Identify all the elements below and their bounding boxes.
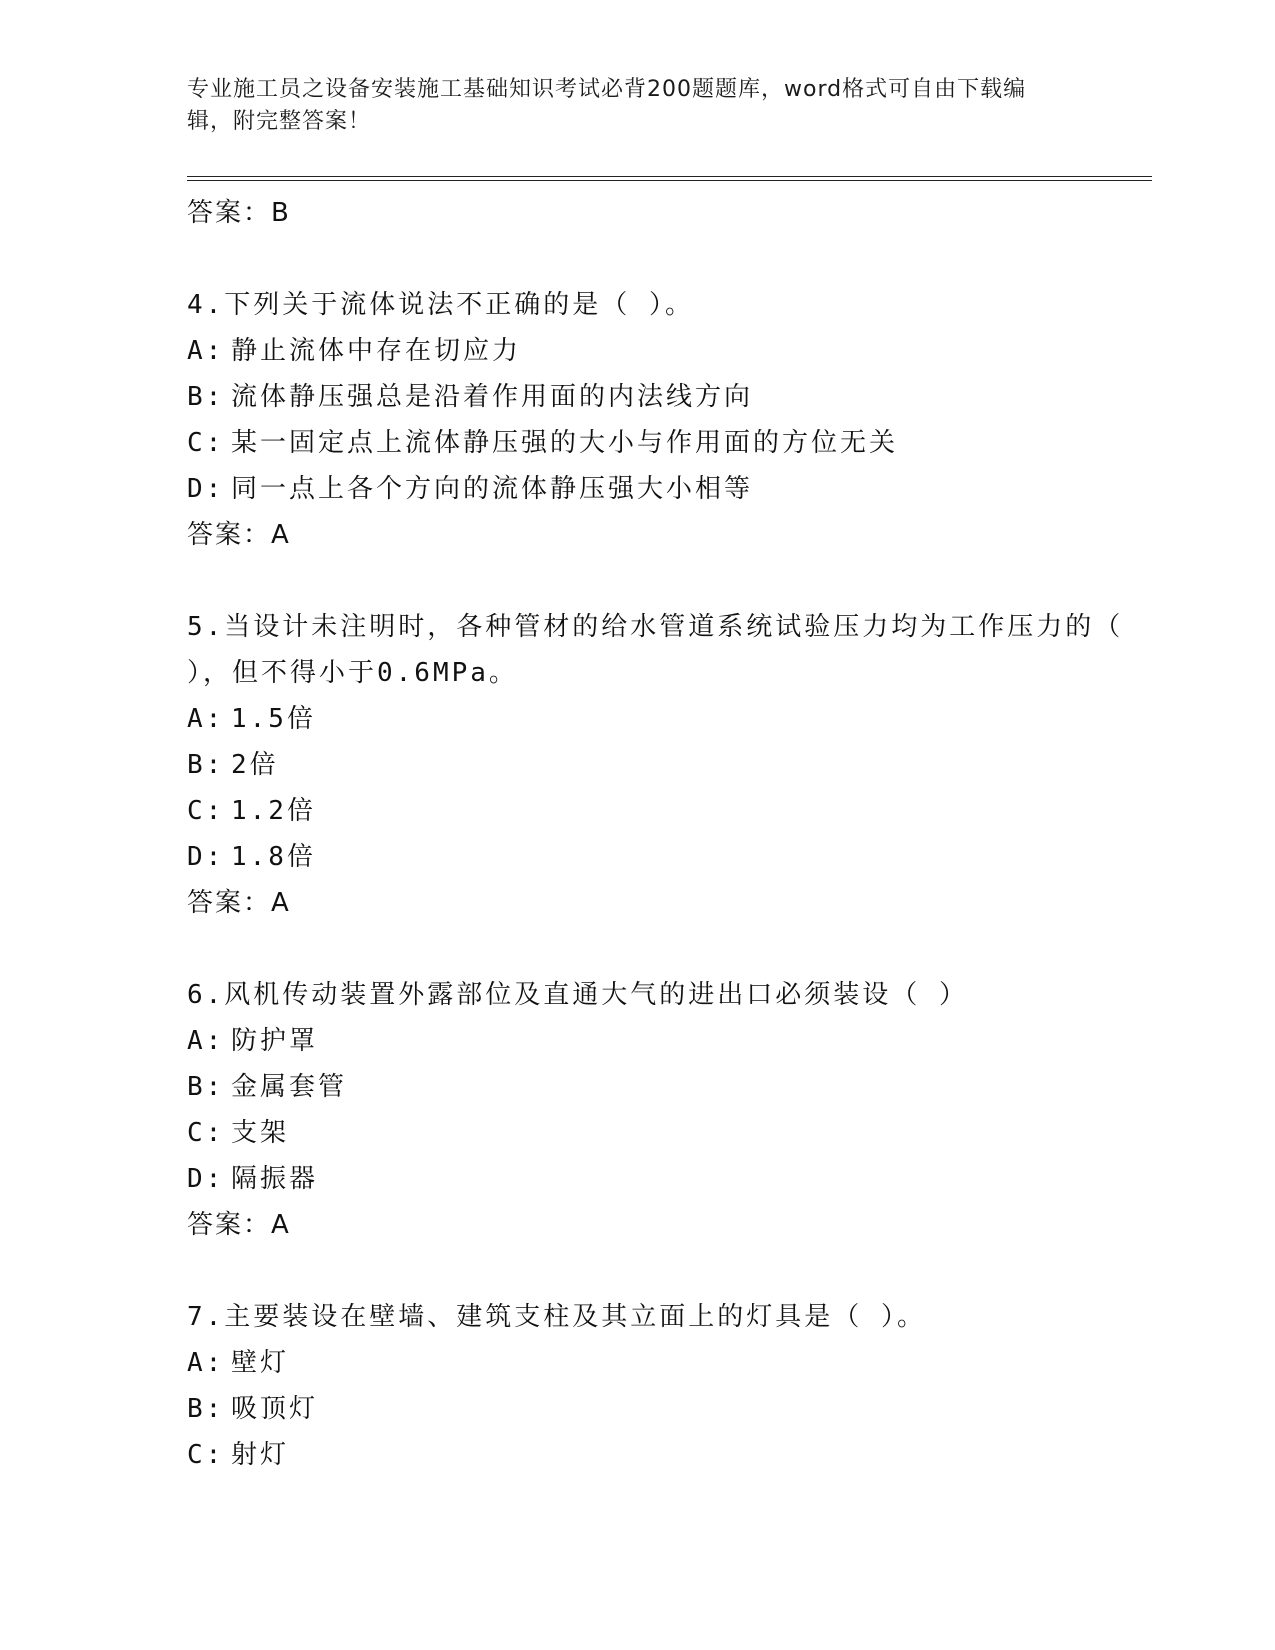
question-block	[187, 282, 1152, 558]
option-letter: C:	[187, 796, 225, 826]
option-d	[187, 834, 1152, 880]
option-letter: D:	[187, 842, 225, 872]
option-b	[187, 1064, 1152, 1110]
option-a	[187, 328, 1152, 374]
option-d	[187, 466, 1152, 512]
question-block	[187, 972, 1152, 1248]
option-text: 吸顶灯	[231, 1394, 319, 1424]
answer-line: 答案：B	[187, 198, 291, 228]
answer-line: 答案：A	[187, 888, 291, 918]
question-text: 5.当设计未注明时，各种管材的给水管道系统试验压力均为工作压力的（ ），但不得小于0.6MPa。	[187, 612, 1124, 688]
option-letter: B:	[187, 750, 225, 780]
option-letter: A:	[187, 1348, 225, 1378]
option-text: 壁灯	[231, 1348, 290, 1378]
option-text: 2倍	[231, 750, 279, 780]
option-letter: D:	[187, 1164, 225, 1194]
option-d	[187, 1156, 1152, 1202]
question-text: 4.下列关于流体说法不正确的是（ ）。	[187, 290, 694, 320]
option-text: 射灯	[231, 1440, 290, 1470]
option-text: 某一固定点上流体静压强的大小与作用面的方位无关	[231, 428, 899, 458]
question-text: 6.风机传动装置外露部位及直通大气的进出口必须装设（ ）	[187, 980, 968, 1010]
question-block	[187, 1294, 1152, 1478]
question-text: 7.主要装设在壁墙、建筑支柱及其立面上的灯具是（ ）。	[187, 1302, 926, 1332]
option-text: 流体静压强总是沿着作用面的内法线方向	[231, 382, 754, 412]
question-block	[187, 604, 1152, 926]
option-text: 1.2倍	[231, 796, 316, 826]
option-letter: A:	[187, 704, 225, 734]
option-b	[187, 742, 1152, 788]
option-c	[187, 1432, 1152, 1478]
option-letter: D:	[187, 474, 225, 504]
option-text: 防护罩	[231, 1026, 319, 1056]
document-page	[187, 0, 1152, 1650]
option-b	[187, 1386, 1152, 1432]
header-divider	[187, 176, 1152, 181]
option-text: 支架	[231, 1118, 290, 1148]
option-c	[187, 788, 1152, 834]
option-text: 金属套管	[231, 1072, 348, 1102]
option-letter: B:	[187, 1394, 225, 1424]
option-letter: C:	[187, 1440, 225, 1470]
option-c	[187, 1110, 1152, 1156]
option-text: 1.5倍	[231, 704, 316, 734]
option-letter: A:	[187, 1026, 225, 1056]
option-letter: C:	[187, 1118, 225, 1148]
option-letter: A:	[187, 336, 225, 366]
option-text: 1.8倍	[231, 842, 316, 872]
option-a	[187, 1018, 1152, 1064]
document-body	[187, 190, 1152, 1478]
option-a	[187, 696, 1152, 742]
option-text: 同一点上各个方向的流体静压强大小相等	[231, 474, 754, 504]
option-letter: B:	[187, 382, 225, 412]
option-letter: C:	[187, 428, 225, 458]
option-text: 静止流体中存在切应力	[231, 336, 522, 366]
option-c	[187, 420, 1152, 466]
answer-line: 答案：A	[187, 1210, 291, 1240]
page-header: 专业施工员之设备安装施工基础知识考试必背200题题库，word格式可自由下载编辑，附完整答案！	[187, 77, 1027, 134]
answer-line: 答案：A	[187, 520, 291, 550]
option-letter: B:	[187, 1072, 225, 1102]
option-a	[187, 1340, 1152, 1386]
option-b	[187, 374, 1152, 420]
option-text: 隔振器	[231, 1164, 319, 1194]
